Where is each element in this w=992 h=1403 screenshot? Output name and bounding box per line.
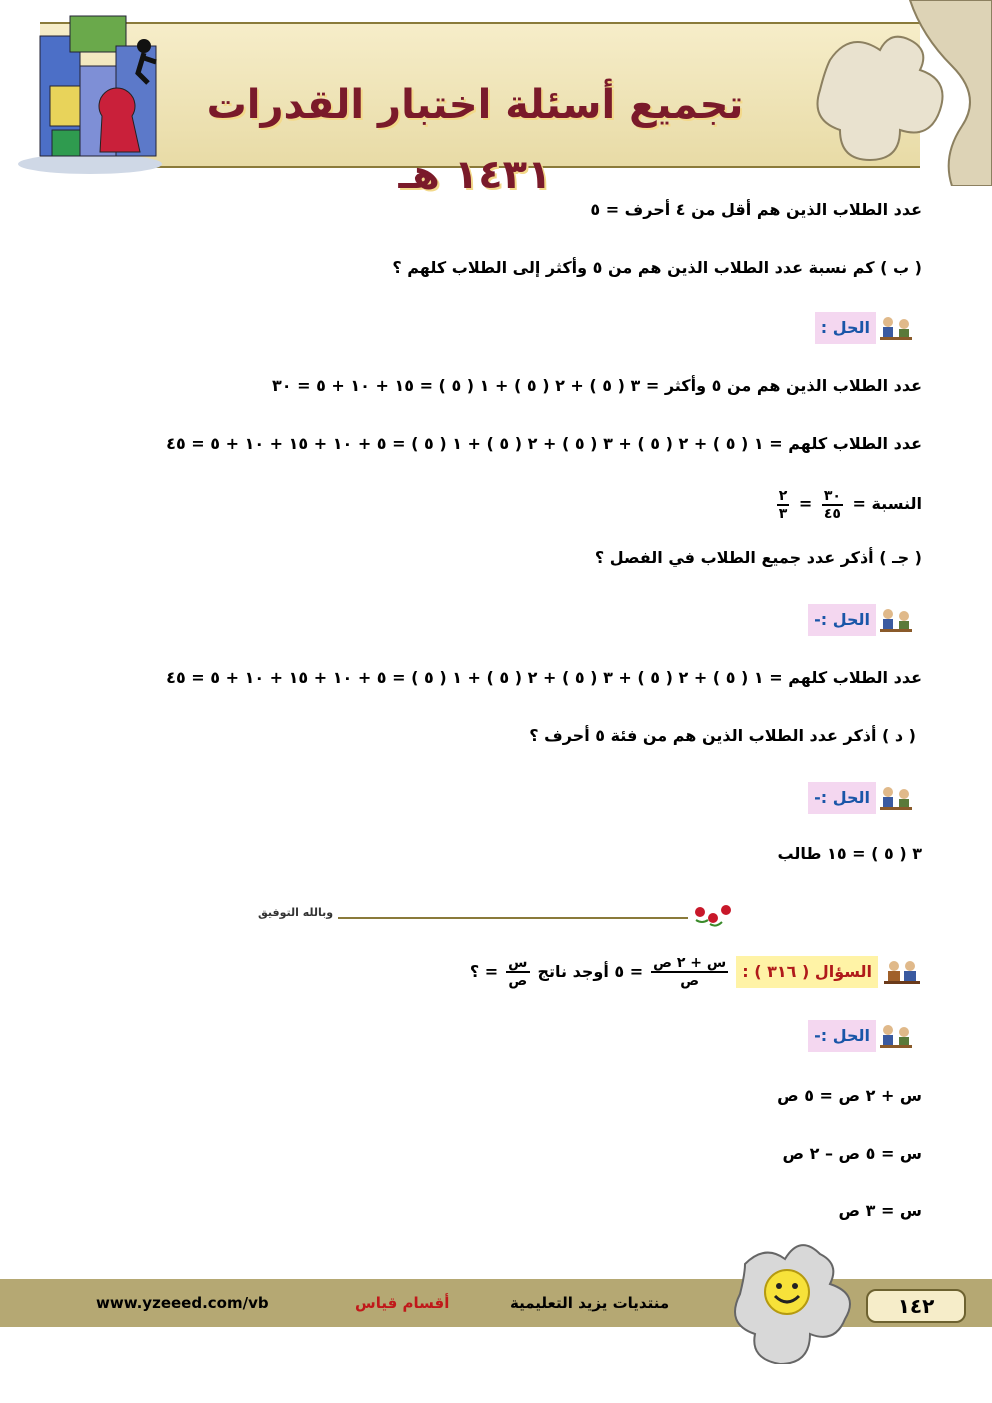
header-banner [0, 0, 992, 198]
solution-1 [815, 312, 914, 344]
students-icon [878, 1023, 914, 1049]
footer-forum: منتديات يزيد التعليمية [510, 1294, 670, 1312]
text-line: عدد الطلاب الذين هم من ٥ وأكثر = ٣ ( ٥ ) + ٢ ( ٥ ) + ١ ( ٥ ) = ١٥ + ١٠ + ٥ = ٣٠ [272, 376, 922, 395]
question-text: = ٥ أوجد ناتج [537, 962, 644, 981]
question-d: ( د ) أذكر عدد الطلاب الذين هم من فئة ٥ أحرف ؟ [529, 726, 916, 745]
solution-2 [808, 604, 914, 636]
students-reading-icon [882, 958, 922, 986]
divider-text: وبالله التوفيق [258, 906, 334, 919]
students-icon [878, 315, 914, 341]
question-badge: السؤال ( ٣١٦ ) : [736, 956, 878, 988]
fraction [822, 488, 843, 522]
question-end: = ؟ [469, 962, 499, 981]
fraction-denominator: ٤٥ [823, 505, 841, 522]
ratio-prefix: النسبة = [852, 494, 922, 513]
solution-label: الحل :- [808, 1020, 876, 1052]
fraction-numerator: ٢ [778, 487, 788, 504]
fraction-denominator: ص [680, 973, 700, 989]
solution-label: الحل : [815, 312, 876, 344]
solution-4 [808, 1020, 914, 1052]
fraction-denominator: ص [508, 973, 528, 989]
equals-sign: = [798, 494, 813, 513]
solution-3 [808, 782, 914, 814]
equation-line: س + ٢ ص = ٥ ص [777, 1086, 922, 1105]
question-c: ( جـ ) أذكر عدد جميع الطلاب في الفصل ؟ [594, 548, 922, 567]
footer-url[interactable]: www.yzeeed.com/vb [96, 1294, 269, 1312]
fraction-denominator: ٣ [778, 505, 788, 522]
equation-line: س = ٣ ص [838, 1201, 922, 1220]
ratio-line [773, 484, 922, 524]
text-line: عدد الطلاب كلهم = ١ ( ٥ ) + ٢ ( ٥ ) + ٣ ( ٥ ) + ٢ ( ٥ ) + ١ ( ٥ ) = ٥ + ١٠ + ١٥ + ١٠ + ٥ = ٤٥ [166, 434, 922, 453]
fraction [651, 955, 728, 989]
question-316 [470, 950, 922, 994]
question-b: ( ب ) كم نسبة عدد الطلاب الذين هم من ٥ وأكثر إلى الطلاب كلهم ؟ [392, 258, 922, 277]
equation-line: س = ٥ ص – ٢ ص [782, 1144, 922, 1163]
text-line: عدد الطلاب الذين هم أقل من ٤ أحرف = ٥ [590, 200, 922, 219]
page-number: ١٤٢ [866, 1289, 966, 1323]
fraction [777, 488, 790, 522]
blocks-logo [10, 6, 180, 180]
divider [258, 898, 738, 930]
solution-label: الحل :- [808, 604, 876, 636]
footer-section: أقسام قياس [355, 1294, 450, 1312]
text-line: عدد الطلاب كلهم = ١ ( ٥ ) + ٢ ( ٥ ) + ٣ ( ٥ ) + ٢ ( ٥ ) + ١ ( ٥ ) = ٥ + ١٠ + ١٥ + ١٠ + ٥ = ٤٥ [166, 668, 922, 687]
puzzle-decoration [790, 0, 992, 186]
page-title: تجميع أسئلة اختبار القدرات ١٤٣١ هـ [206, 82, 744, 198]
fraction-numerator: س [508, 955, 528, 971]
solution-label: الحل :- [808, 782, 876, 814]
fraction [506, 955, 529, 989]
fraction-numerator: ٣٠ [823, 487, 841, 504]
text-line: ٣ ( ٥ ) = ١٥ طالب [777, 844, 922, 863]
fraction-numerator: س + ٢ ص [653, 955, 727, 971]
students-icon [878, 607, 914, 633]
students-icon [878, 785, 914, 811]
smiley-puzzle-icon [725, 1234, 865, 1364]
